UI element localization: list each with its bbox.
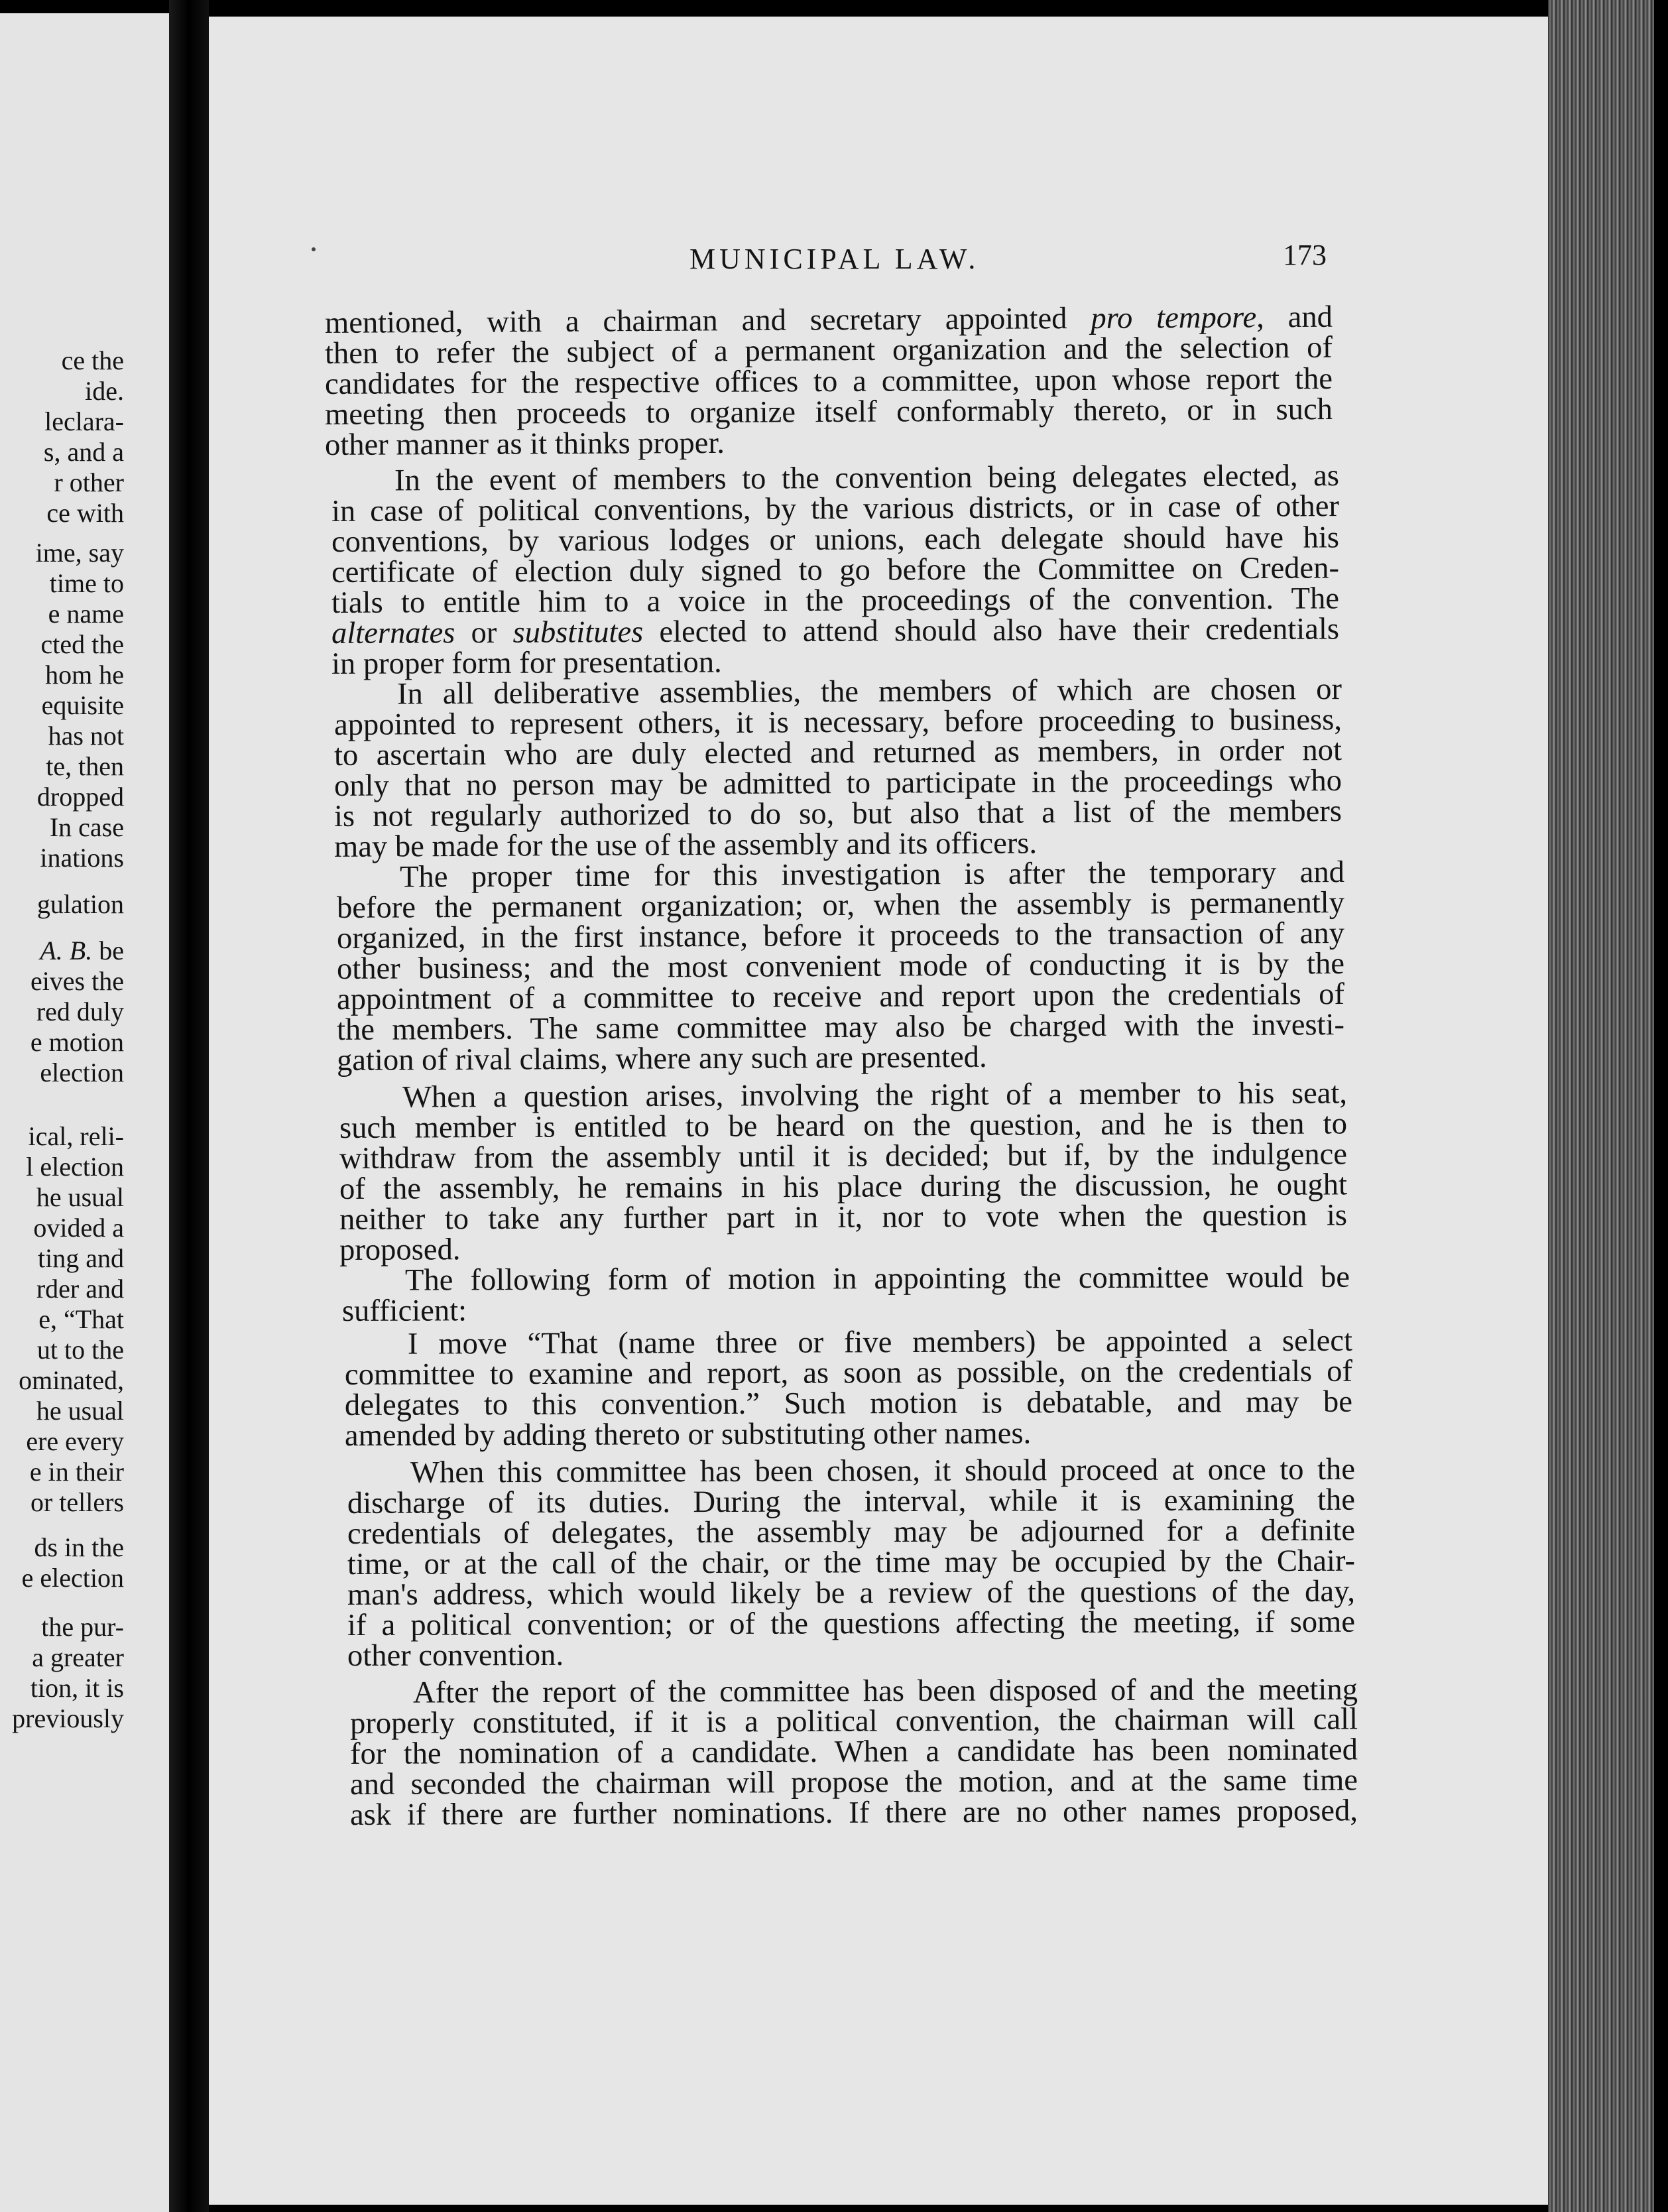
text-line: before the permanent organization; or, when the assembly is permanently [336, 885, 1345, 925]
text-line: the members. The same committee may also be charged with the investi- [336, 1007, 1345, 1047]
running-title: MUNICIPAL LAW. [689, 243, 980, 275]
fragment-line: he usual [36, 1182, 124, 1212]
fragment-line: inations [40, 843, 124, 873]
scan-border [1654, 0, 1668, 2212]
fragment-line: tion, it is [30, 1673, 124, 1703]
text-line: alternates or substitutes elected to attend should also have their credentials [331, 611, 1340, 650]
fragment-line: ce with [46, 498, 124, 528]
book-page [209, 17, 1548, 2205]
text-line: and seconded the chairman will propose the motion, and at the same time [349, 1762, 1358, 1802]
text-line: conventions, by various lodges or unions, each delegate should have his [331, 520, 1340, 559]
fragment-line: has not [48, 721, 124, 751]
fragment-line: In case [49, 812, 124, 842]
fragment-line: red duly [36, 997, 124, 1026]
text-line: tials to entitle him to a voice in the proceedings of the convention. The [331, 581, 1340, 620]
text-line: In all deliberative assemblies, the members of which are chosen or [396, 672, 1342, 711]
text-line: After the report of the committee has been disposed of and the meeting [412, 1672, 1358, 1710]
text-line: is not regularly authorized to do so, but also that a list of the members [333, 794, 1342, 833]
text-line: time, or at the call of the chair, or the time may be occupied by the Chair- [347, 1543, 1356, 1581]
text-line: organized, in the first instance, before it proceeds to the transaction of any [336, 916, 1345, 955]
text-line: then to refer the subject of a permanent organization and the selection of [324, 330, 1333, 371]
text-line: mentioned, with a chairman and secretary appointed pro tempore, and [324, 299, 1333, 340]
text-line: to ascertain who are duly elected and returned as members, in order not [333, 733, 1342, 772]
text-line: man's address, which would likely be a review of the questions of the day, [347, 1573, 1356, 1612]
fragment-line: cted the [40, 629, 124, 659]
fragment-line: ce the [61, 345, 124, 375]
fragment-line: time to [49, 568, 124, 598]
fragment-line: equisite [41, 690, 124, 720]
text-line: other convention. [347, 1637, 564, 1673]
fragment-line: ovided a [33, 1213, 124, 1243]
fragment-line: gulation [36, 889, 124, 919]
text-line: discharge of its duties. During the interval, while it is examining the [347, 1482, 1356, 1520]
text-line: certificate of election duly signed to go before the Committee on Creden- [331, 550, 1340, 589]
fragment-line: te, then [46, 751, 124, 781]
text-line: amended by adding thereto or substituting other names. [344, 1416, 1032, 1453]
text-line: such member is entitled to be heard on the question, and he is then to [339, 1106, 1348, 1145]
fragment-line: e in their [29, 1457, 124, 1487]
text-line: withdraw from the assembly until it is decided; but if, by the indulgence [339, 1137, 1348, 1176]
text-line: in case of political conventions, by the various districts, or in case of other [331, 489, 1340, 528]
text-line: may be made for the use of the assembly and its officers. [333, 826, 1038, 864]
fragment-line: dropped [36, 782, 124, 812]
fragment-line: e motion [30, 1027, 124, 1057]
text-line: properly constituted, if it is a political convention, the chairman will call [349, 1701, 1358, 1741]
ink-speck [312, 247, 316, 251]
fragment-line: s, and a [43, 437, 124, 467]
fragment-line: ere every [26, 1426, 124, 1456]
text-line: sufficient: [341, 1293, 467, 1328]
fragment-line: l election [26, 1152, 124, 1182]
fragment-line: rder and [36, 1274, 124, 1304]
fragment-line: ime, say [35, 538, 124, 568]
text-line: other business; and the most convenient mode of conducting it is by the [336, 946, 1345, 986]
previous-page-sliver [0, 13, 169, 2212]
text-line: ask if there are further nominations. If there are no other names proposed, [349, 1793, 1358, 1832]
fragment-line: leclara- [44, 406, 124, 436]
text-line: only that no person may be admitted to participate in the proceedings who [333, 763, 1342, 803]
book-gutter [169, 0, 209, 2212]
running-head [209, 239, 1548, 282]
text-line: The following form of motion in appointing the committee would be [404, 1259, 1350, 1298]
fragment-line: or tellers [30, 1487, 124, 1517]
fragment-line: ting and [38, 1243, 124, 1273]
fragment-line: the pur- [41, 1612, 124, 1642]
text-line: proposed. [339, 1232, 461, 1267]
fragment-line: a greater [32, 1642, 124, 1672]
text-line: other manner as it thinks proper. [324, 425, 725, 462]
fragment-line: eives the [30, 966, 124, 996]
fragment-line: previously [12, 1703, 124, 1733]
text-line: neither to take any further part in it, nor to vote when the question is [339, 1198, 1348, 1237]
fragment-line: A. B. be [40, 936, 124, 965]
fragment-line: he usual [36, 1396, 124, 1426]
text-line: appointment of a committee to receive and report upon the credentials of [336, 977, 1345, 1016]
text-line: The proper time for this investigation is after the temporary and [399, 855, 1345, 894]
text-line: if a political convention; or of the questions affecting the meeting, if some [347, 1604, 1356, 1642]
text-line: of the assembly, he remains in his place during the discussion, he ought [339, 1167, 1348, 1206]
text-line: meeting then proceeds to organize itself conformably thereto, or in such [324, 392, 1333, 432]
text-line: delegates to this convention.” Such motion is debatable, and may be [344, 1384, 1353, 1422]
text-line: I move “That (name three or five members) be appointed a select [407, 1323, 1353, 1361]
text-line: candidates for the respective offices to a committee, upon whose report the [324, 361, 1333, 401]
text-line: credentials of delegates, the assembly may be adjourned for a definite [347, 1512, 1356, 1551]
text-line: In the event of members to the convention being delegates elected, as [394, 458, 1340, 498]
page-number: 173 [1283, 239, 1327, 271]
text-line: in proper form for presentation. [331, 645, 722, 681]
fragment-line: election [40, 1058, 124, 1087]
fragment-line: r other [54, 467, 124, 497]
fragment-line: e name [48, 599, 124, 629]
fragment-line: ds in the [34, 1532, 124, 1562]
fragment-line: ide. [85, 376, 124, 406]
text-line: for the nomination of a candidate. When a candidate has been nominated [349, 1732, 1358, 1771]
text-line: committee to examine and report, as soon as possible, on the credentials of [344, 1353, 1353, 1392]
page-stack-edge [1548, 0, 1654, 2212]
fragment-line: ominated, [19, 1365, 124, 1395]
fragment-line: ical, reli- [28, 1121, 124, 1151]
text-line: When a question arises, involving the right of a member to his seat, [402, 1075, 1348, 1115]
text-line: appointed to represent others, it is necessary, before proceeding to business, [333, 702, 1342, 742]
fragment-line: ut to the [36, 1335, 124, 1365]
fragment-line: e, “That [38, 1304, 124, 1334]
text-line: gation of rival claims, where any such are presented. [336, 1039, 987, 1077]
text-line: When this committee has been chosen, it should proceed at once to the [410, 1451, 1356, 1490]
fragment-line: e election [21, 1563, 124, 1593]
fragment-line: hom he [45, 660, 124, 690]
